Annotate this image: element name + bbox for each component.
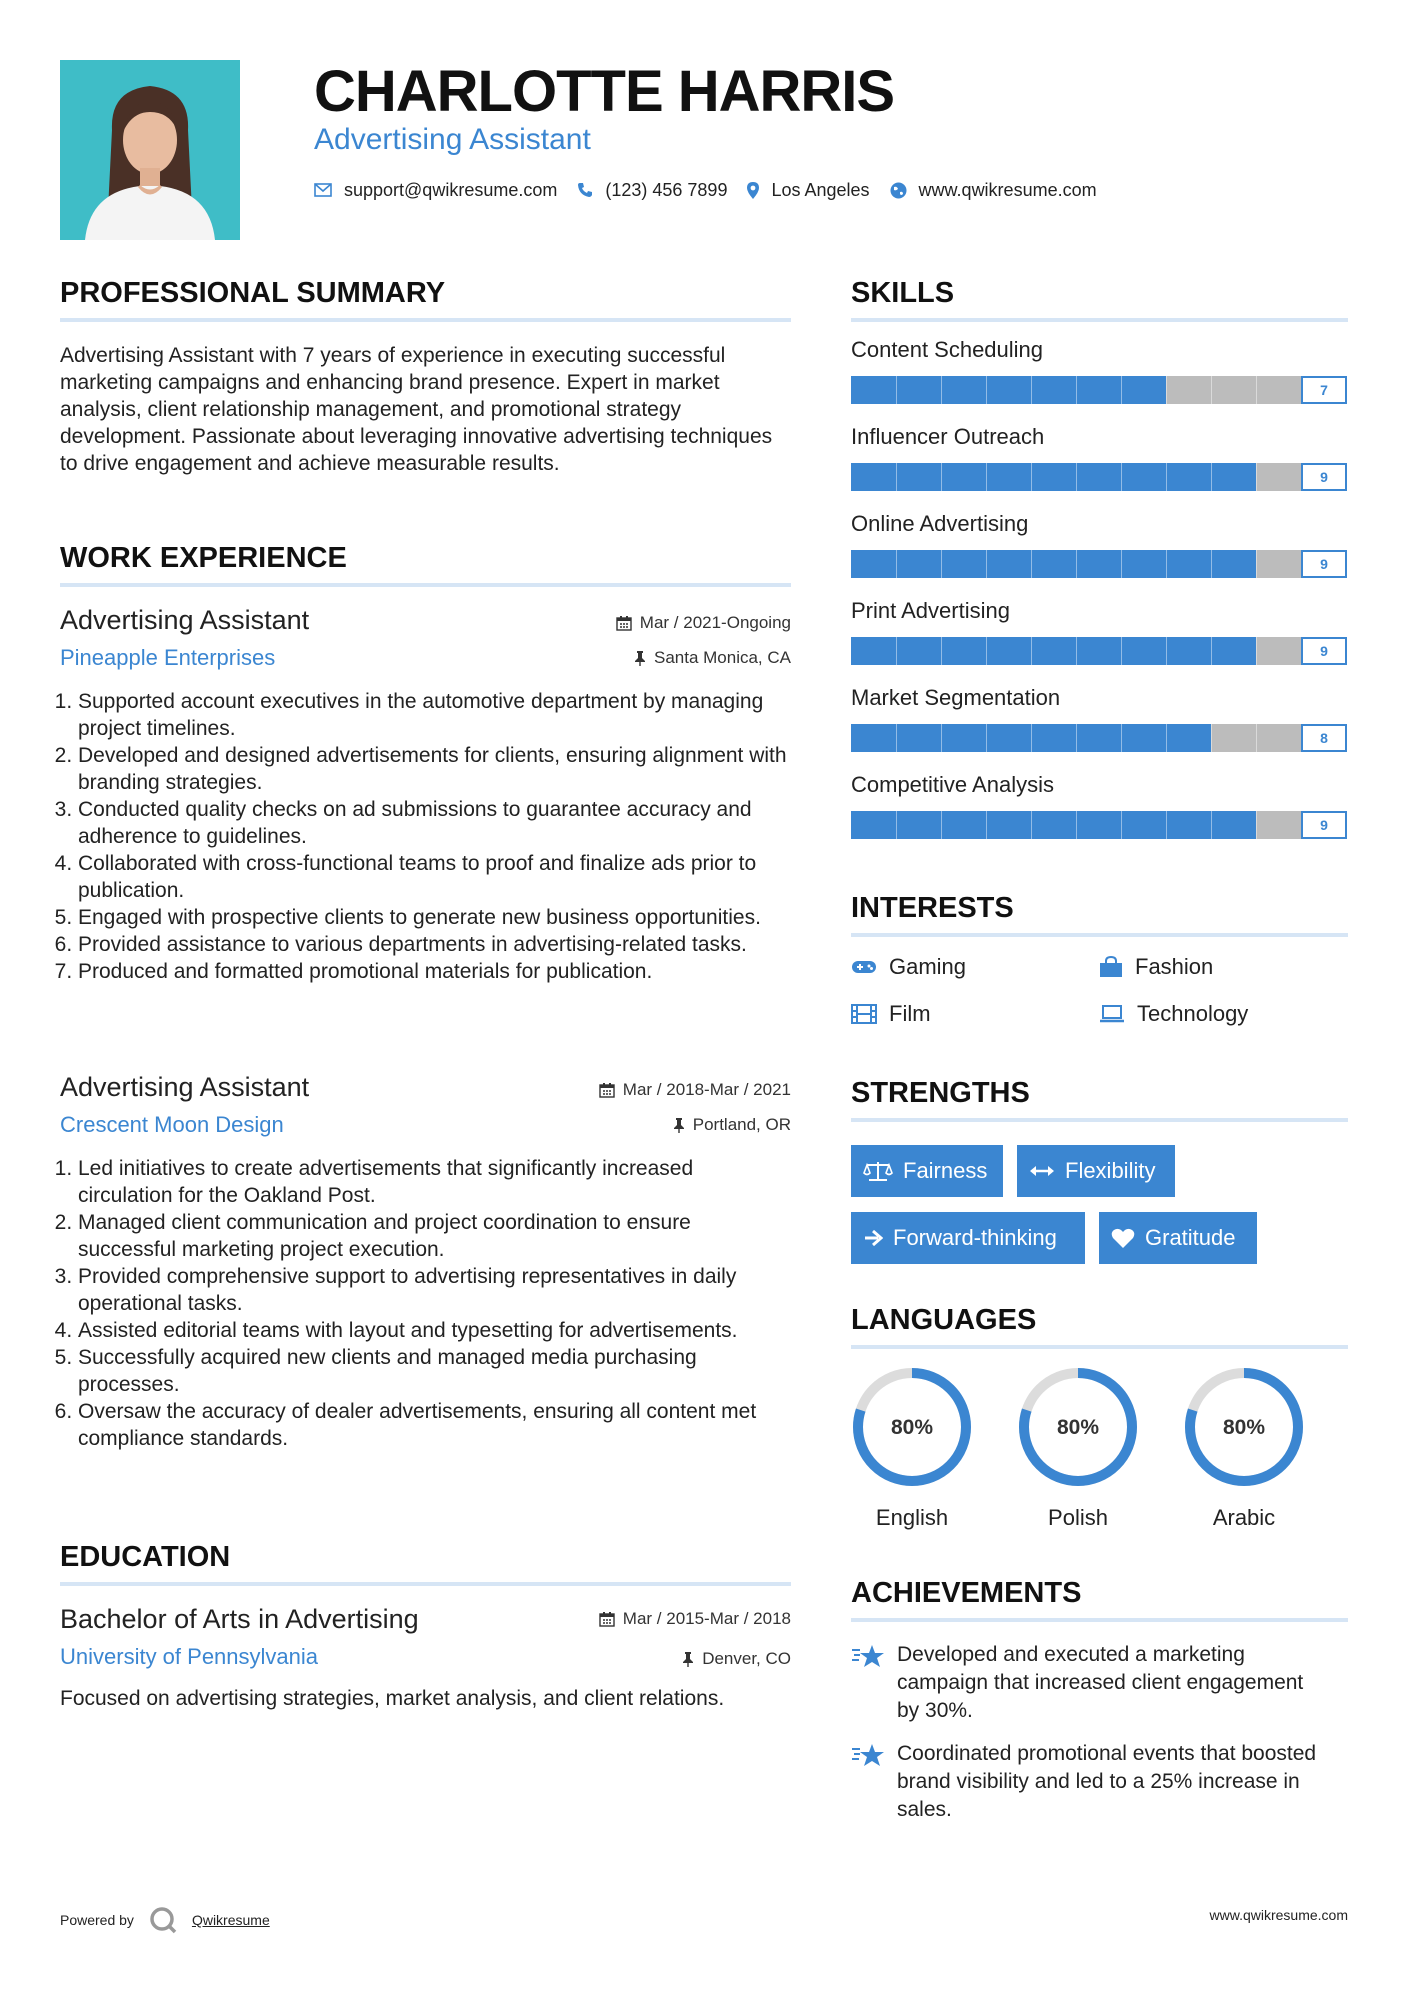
skill-segment-divider [1076,724,1077,752]
skill-level-badge: 9 [1301,811,1347,839]
skill-segment-divider [1166,550,1167,578]
language-percent: 80% [890,1416,934,1439]
duty-item: 1. Led initiatives to create advertisements that significantly increased circulation for the Oakland Post. [78,1155,791,1209]
duty-item: 4. Collaborated with cross-functional teams to proof and finalize ads prior to publication. [78,850,791,904]
job-entry-1 [60,604,791,985]
candidate-name: CHARLOTTE HARRIS [314,59,895,124]
languages-divider [851,1345,1348,1349]
language-item [1017,1366,1139,1531]
star-icon [851,1643,885,1671]
skill-segment-divider [1211,550,1212,578]
pin-icon [682,1651,694,1667]
experience-heading: WORK EXPERIENCE [60,542,347,574]
skill-segment-divider [941,811,942,839]
skill-segment-divider [1121,550,1122,578]
skill-segment-divider [1166,811,1167,839]
skill-segment-divider [1211,376,1212,404]
skill-level-fill [851,811,1256,839]
avatar-icon [60,60,240,240]
skill-segment-divider [1211,463,1212,491]
skill-level-bar [851,637,1301,665]
strength-chip-fairness [851,1145,1003,1197]
interest-label: Technology [1137,1001,1249,1026]
job-location-text: Portland, OR [692,1115,791,1134]
education-entry [60,1603,791,1712]
contact-phone[interactable] [577,180,727,201]
contact-bar [314,178,1117,202]
degree-title: Bachelor of Arts in Advertising [60,1604,419,1634]
job-dates-text: Mar / 2021-Ongoing [639,613,791,632]
skill-segment-divider [941,463,942,491]
job-duties-list [60,1155,791,1452]
phone-icon [577,182,593,198]
language-progress-ring [1183,1366,1305,1488]
achievement-text: Developed and executed a marketing campaign that increased client engagement by 30%. [897,1643,1304,1722]
skill-label: Competitive Analysis [851,772,1054,797]
strength-label: Flexibility [1065,1158,1156,1183]
skill-level-fill [851,463,1256,491]
qwikresume-link[interactable]: Qwikresume [191,1912,270,1928]
skill-segment-divider [1211,724,1212,752]
skill-segment-divider [941,724,942,752]
education-dates-text: Mar / 2015-Mar / 2018 [622,1609,791,1628]
job-title: Advertising Assistant [60,605,310,635]
shopping-bag-icon [1099,956,1123,978]
languages-heading: LANGUAGES [851,1304,1037,1336]
skill-segment-divider [941,550,942,578]
achievement-text: Coordinated promotional events that boosted brand visibility and led to a 25% increase in sales. [897,1742,1317,1821]
skill-level-bar [851,376,1301,404]
achievements-heading: ACHIEVEMENTS [851,1577,1082,1609]
duty-item: 6. Oversaw the accuracy of dealer advertisements, ensuring all content met compliance standards. [78,1398,791,1452]
skill-segment-divider [986,637,987,665]
skill-segment-divider [986,463,987,491]
skill-row [851,771,1348,858]
map-marker-icon [747,182,759,199]
skill-segment-divider [1166,376,1167,404]
skill-segment-divider [1121,376,1122,404]
heart-icon [1111,1227,1135,1249]
skill-row [851,510,1348,597]
skill-level-badge: 8 [1301,724,1347,752]
calendar-icon [599,1082,615,1098]
strength-chip-forward-thinking [851,1212,1085,1264]
skill-segment-divider [986,724,987,752]
skill-segment-divider [1256,550,1257,578]
skill-level-fill [851,637,1256,665]
skill-level-bar [851,811,1301,839]
laptop-icon [1099,1005,1125,1023]
skill-segment-divider [1121,637,1122,665]
company-name[interactable]: Pineapple Enterprises [60,645,276,670]
arrows-horizontal-icon [1029,1164,1055,1178]
interest-label: Film [889,1001,931,1026]
footer-site-link[interactable]: www.qwikresume.com [1209,1907,1348,1923]
language-label: Polish [1048,1505,1108,1530]
skill-label: Online Advertising [851,511,1029,536]
skill-segment-divider [986,550,987,578]
skill-row [851,423,1348,510]
language-progress-ring [851,1366,973,1488]
skill-segment-divider [1031,550,1032,578]
job-dates [599,1079,791,1101]
skills-list [851,336,1348,858]
duty-item: 5. Engaged with prospective clients to generate new business opportunities. [78,904,791,931]
job-entry-2 [60,1071,791,1452]
strength-label: Forward-thinking [893,1225,1057,1250]
strengths-divider [851,1118,1348,1122]
strength-label: Fairness [903,1158,988,1183]
skill-segment-divider [1166,463,1167,491]
skill-label: Print Advertising [851,598,1010,623]
skill-segment-divider [1076,811,1077,839]
duty-item: 1. Supported account executives in the automotive department by managing project timelines. [78,688,791,742]
skill-level-fill [851,550,1256,578]
experience-divider [60,583,791,587]
summary-text: Advertising Assistant with 7 years of experience in executing successful marketing campaigns and enhancing brand presence. Expert in market analysis, client relationship management, and promotional strategy development. Passionate about leveraging innovative advertising techniques to drive engagement and achieve measurable results. [60,344,773,475]
duty-item: 4. Assisted editorial teams with layout and typesetting for advertisements. [78,1317,791,1344]
duty-item: 2. Developed and designed advertisements for clients, ensuring alignment with branding strategies. [78,742,791,796]
skill-segment-divider [1211,811,1212,839]
website-text: www.qwikresume.com [918,179,1097,200]
interest-film [851,1001,931,1027]
skill-segment-divider [1256,637,1257,665]
language-percent: 80% [1056,1416,1100,1439]
skill-segment-divider [1256,376,1257,404]
job-dates [616,612,791,634]
job-location [673,1114,791,1136]
skill-segment-divider [1121,811,1122,839]
skill-segment-divider [1121,724,1122,752]
contact-email[interactable] [314,180,557,201]
skill-segment-divider [1076,550,1077,578]
interests-divider [851,933,1348,937]
skill-segment-divider [1031,811,1032,839]
duty-item: 2. Managed client communication and project coordination to ensure successful marketing project execution. [78,1209,791,1263]
arrow-right-icon [863,1229,883,1247]
skill-segment-divider [941,637,942,665]
interest-label: Gaming [889,954,967,979]
strength-chip-flexibility [1017,1145,1175,1197]
school-name[interactable]: University of Pennsylvania [60,1644,319,1669]
strengths-heading: STRENGTHS [851,1077,1030,1109]
profile-photo [60,60,240,240]
duty-item: 3. Provided comprehensive support to advertising representatives in daily operational tasks. [78,1263,791,1317]
duty-item: 7. Produced and formatted promotional materials for publication. [78,958,791,985]
skill-segment-divider [896,811,897,839]
duty-item: 5. Successfully acquired new clients and managed media purchasing processes. [78,1344,791,1398]
language-label: English [875,1505,949,1530]
gamepad-icon [851,959,877,975]
interest-fashion [1099,954,1213,980]
interest-technology [1099,1001,1248,1027]
achievements-divider [851,1618,1348,1622]
company-name[interactable]: Crescent Moon Design [60,1112,284,1137]
skill-level-badge: 9 [1301,550,1347,578]
skill-segment-divider [896,463,897,491]
skill-segment-divider [896,376,897,404]
skill-segment-divider [986,376,987,404]
skill-level-badge: 9 [1301,463,1347,491]
summary-divider [60,318,791,322]
interest-gaming [851,954,966,980]
education-location [682,1648,791,1670]
skill-segment-divider [1031,463,1032,491]
skill-level-badge: 9 [1301,637,1347,665]
skill-row [851,597,1348,684]
skills-heading: SKILLS [851,277,955,309]
skill-segment-divider [1166,724,1167,752]
qwikresume-logo-icon [148,1905,178,1935]
calendar-icon [599,1611,615,1627]
location-text: Los Angeles [771,179,870,200]
education-location-text: Denver, CO [702,1649,791,1668]
education-dates [599,1608,791,1630]
skill-row [851,336,1348,423]
skill-level-bar [851,724,1301,752]
skill-level-fill [851,376,1166,404]
phone-text: (123) 456 7899 [605,179,728,200]
skill-segment-divider [896,637,897,665]
skill-label: Content Scheduling [851,337,1044,362]
skill-segment-divider [896,550,897,578]
skill-level-bar [851,463,1301,491]
interest-label: Fashion [1135,954,1214,979]
contact-website[interactable] [890,180,1097,201]
strength-chip-gratitude [1099,1212,1257,1264]
skill-segment-divider [1121,463,1122,491]
skills-divider [851,318,1348,322]
education-heading: EDUCATION [60,1541,231,1573]
skill-segment-divider [1076,463,1077,491]
balance-scale-icon [863,1160,893,1182]
achievement-item [851,1740,1331,1824]
language-label: Arabic [1212,1505,1276,1530]
skill-segment-divider [941,376,942,404]
skill-segment-divider [896,724,897,752]
contact-location [747,180,869,201]
powered-by-text: Powered by [60,1912,134,1928]
job-location-text: Santa Monica, CA [653,648,791,667]
interests-heading: INTERESTS [851,892,1014,924]
skill-label: Influencer Outreach [851,424,1045,449]
job-location [634,647,791,669]
skill-segment-divider [1211,637,1212,665]
star-icon [851,1742,885,1770]
globe-icon [890,182,907,199]
duty-item: 6. Provided assistance to various departments in advertising-related tasks. [78,931,791,958]
language-item [851,1366,973,1531]
job-title: Advertising Assistant [60,1072,310,1102]
skill-segment-divider [1076,376,1077,404]
language-percent: 80% [1222,1416,1266,1439]
skill-segment-divider [1256,811,1257,839]
education-divider [60,1582,791,1586]
calendar-icon [616,615,632,631]
pin-icon [634,650,646,666]
candidate-role: Advertising Assistant [314,123,591,156]
languages-list [851,1366,1348,1536]
envelope-icon [314,183,332,197]
duty-item: 3. Conducted quality checks on ad submissions to guarantee accuracy and adherence to guidelines. [78,796,791,850]
education-description: Focused on advertising strategies, market analysis, and client relations. [60,1687,725,1710]
skill-segment-divider [1031,724,1032,752]
job-dates-text: Mar / 2018-Mar / 2021 [622,1080,791,1099]
skill-segment-divider [1031,376,1032,404]
powered-by [60,1905,270,1935]
skill-level-badge: 7 [1301,376,1347,404]
email-text: support@qwikresume.com [344,179,558,200]
language-progress-ring [1017,1366,1139,1488]
pin-icon [673,1117,685,1133]
skill-label: Market Segmentation [851,685,1061,710]
strength-label: Gratitude [1145,1225,1236,1250]
skill-segment-divider [1166,637,1167,665]
film-icon [851,1004,877,1024]
skill-segment-divider [1256,724,1257,752]
skill-segment-divider [986,811,987,839]
language-item [1183,1366,1305,1531]
skill-level-bar [851,550,1301,578]
skill-row [851,684,1348,771]
skill-segment-divider [1256,463,1257,491]
summary-heading: PROFESSIONAL SUMMARY [60,277,446,309]
skill-segment-divider [1031,637,1032,665]
achievement-item [851,1641,1331,1725]
skill-segment-divider [1076,637,1077,665]
job-duties-list [60,688,791,985]
